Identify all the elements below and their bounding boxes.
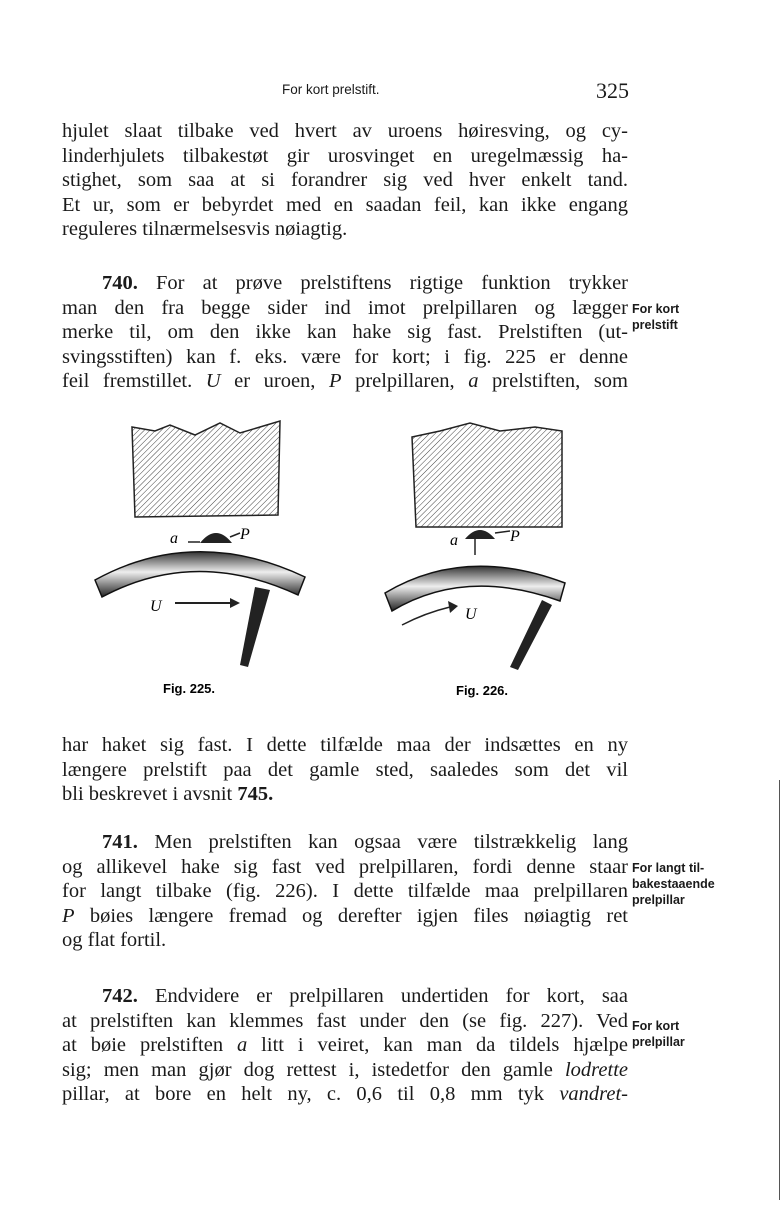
balance-arm-shape bbox=[240, 587, 270, 667]
text-line: hjulet slaat tilbake ved hvert av uroens høiresving, og cy- bbox=[62, 120, 628, 142]
text-span: er uroen, bbox=[220, 370, 329, 393]
impulse-pin-shape bbox=[465, 530, 495, 539]
label-a: a bbox=[450, 532, 458, 549]
text-span: prelpillaren, bbox=[341, 370, 469, 393]
text-line bbox=[62, 984, 628, 1009]
text-span: sig; men man gjør dog rettest i, istedetfor den gamle bbox=[62, 1058, 565, 1081]
text-line: man den fra begge sider ind imot prelpillaren og lægger bbox=[62, 296, 628, 319]
text-span: litt i veiret, kan man da tildels hjælpe bbox=[247, 1034, 628, 1057]
italic-term: vandret- bbox=[559, 1083, 628, 1106]
page-number: 325 bbox=[596, 78, 629, 103]
text-line: at prelstiften kan klemmes fast under den (se fig. 227). Ved bbox=[62, 1009, 628, 1032]
figure-caption: Fig. 225. bbox=[163, 681, 216, 696]
page-edge-rule bbox=[779, 780, 780, 1200]
italic-term: lodrette bbox=[564, 1058, 628, 1081]
pallet-plate-shape bbox=[412, 423, 562, 527]
direction-arrow bbox=[402, 607, 450, 625]
text-line: for langt tilbake (fig. 226). I dette tilfælde maa prelpillaren bbox=[62, 880, 628, 903]
paragraph-740-continued bbox=[62, 733, 628, 807]
text-line: linderhjulets tilbakestøt gir urosvinget en uregelmæssig ha- bbox=[62, 144, 628, 167]
text-line: svingsstiften) kan f. eks. være for kort; i fig. 225 er denne bbox=[62, 345, 628, 368]
text-span: at bøie prelstiften bbox=[62, 1034, 237, 1057]
text-line: og allikevel hake sig fast ved prelpillaren, fordi denne staar bbox=[62, 855, 628, 878]
figure-caption: Fig. 226. bbox=[456, 683, 509, 698]
balance-arm-shape bbox=[510, 600, 552, 670]
italic-symbol: a bbox=[237, 1034, 248, 1057]
text-line: og flat fortil. bbox=[62, 929, 167, 952]
text-line: længere prelstift paa det gamle sted, saaledes som det vil bbox=[62, 758, 628, 781]
text-span: Endvidere er prelpillaren undertiden for kort, saa bbox=[154, 985, 629, 1007]
text-span: feil fremstillet. bbox=[62, 370, 206, 393]
text-line bbox=[62, 1058, 628, 1083]
italic-symbol: U bbox=[205, 370, 221, 393]
balance-rim-shape bbox=[385, 566, 565, 611]
text-span: bøies længere fremad og derefter igjen files nøiagtig ret bbox=[74, 904, 628, 927]
running-title: For kort prelstift. bbox=[282, 82, 380, 97]
margin-note-740 bbox=[632, 301, 752, 333]
section-number: 742. bbox=[102, 985, 138, 1007]
label-u: U bbox=[150, 598, 162, 615]
text-line: merke til, om den ikke kan hake sig fast. Prelstiften (ut- bbox=[62, 321, 628, 344]
text-line: stighet, som saa at si forandrer sig ved hver enkelt tand. bbox=[62, 169, 628, 192]
balance-rim-shape bbox=[95, 552, 305, 597]
paragraph-742 bbox=[62, 984, 628, 1107]
text-span: pillar, at bore en helt ny, c. 0,6 til 0,8 mm tyk bbox=[62, 1083, 560, 1106]
label-p: P bbox=[240, 526, 250, 543]
text-line bbox=[62, 904, 628, 929]
figure-225 bbox=[95, 421, 305, 696]
margin-note-741 bbox=[632, 860, 752, 908]
italic-symbol: P bbox=[62, 904, 75, 927]
margin-note-line: For kort bbox=[632, 302, 680, 316]
text-span: prelstiften, som bbox=[478, 370, 628, 393]
label-p: P bbox=[510, 528, 520, 545]
impulse-pin-shape bbox=[200, 533, 232, 543]
text-line bbox=[62, 782, 628, 807]
text-line bbox=[62, 1082, 628, 1107]
text-line bbox=[62, 1033, 628, 1058]
section-number: 740. bbox=[102, 272, 138, 294]
text-line: reguleres tilnærmelsesvis nøiagtig. bbox=[62, 218, 348, 241]
label-a: a bbox=[170, 530, 178, 547]
figure-226 bbox=[385, 423, 565, 698]
margin-note-line: For langt til- bbox=[632, 861, 705, 875]
paragraph-continuation-top bbox=[62, 119, 628, 242]
text-line: har haket sig fast. I dette tilfælde maa der indsættes en ny bbox=[62, 734, 628, 756]
text-line bbox=[62, 271, 628, 296]
paragraph-740 bbox=[62, 271, 628, 394]
text-line bbox=[62, 830, 628, 855]
margin-note-line: prelpillar bbox=[632, 893, 685, 907]
section-number: 741. bbox=[102, 831, 138, 853]
text-line bbox=[62, 369, 628, 394]
margin-note-line: bakestaaende bbox=[632, 877, 715, 891]
italic-symbol: a bbox=[468, 370, 479, 393]
margin-note-line: For kort bbox=[632, 1019, 680, 1033]
label-u: U bbox=[465, 606, 477, 623]
paragraph-741 bbox=[62, 830, 628, 953]
italic-symbol: P bbox=[328, 370, 342, 393]
margin-note-line: prelpillar bbox=[632, 1035, 685, 1049]
text-span: Men prelstiften kan ogsaa være tilstrækkelig lang bbox=[154, 831, 629, 853]
text-line: Et ur, som er bebyrdet med en saadan feil, kan ikke engang bbox=[62, 193, 628, 216]
pallet-plate-shape bbox=[132, 421, 280, 517]
figures-225-226 bbox=[80, 415, 640, 705]
section-reference: 745. bbox=[237, 783, 274, 806]
margin-note-742 bbox=[632, 1018, 752, 1050]
text-span: For at prøve prelstiftens rigtige funktion trykker bbox=[156, 272, 629, 294]
text-span: bli beskrevet i avsnit bbox=[62, 783, 238, 806]
margin-note-line: prelstift bbox=[632, 318, 678, 332]
